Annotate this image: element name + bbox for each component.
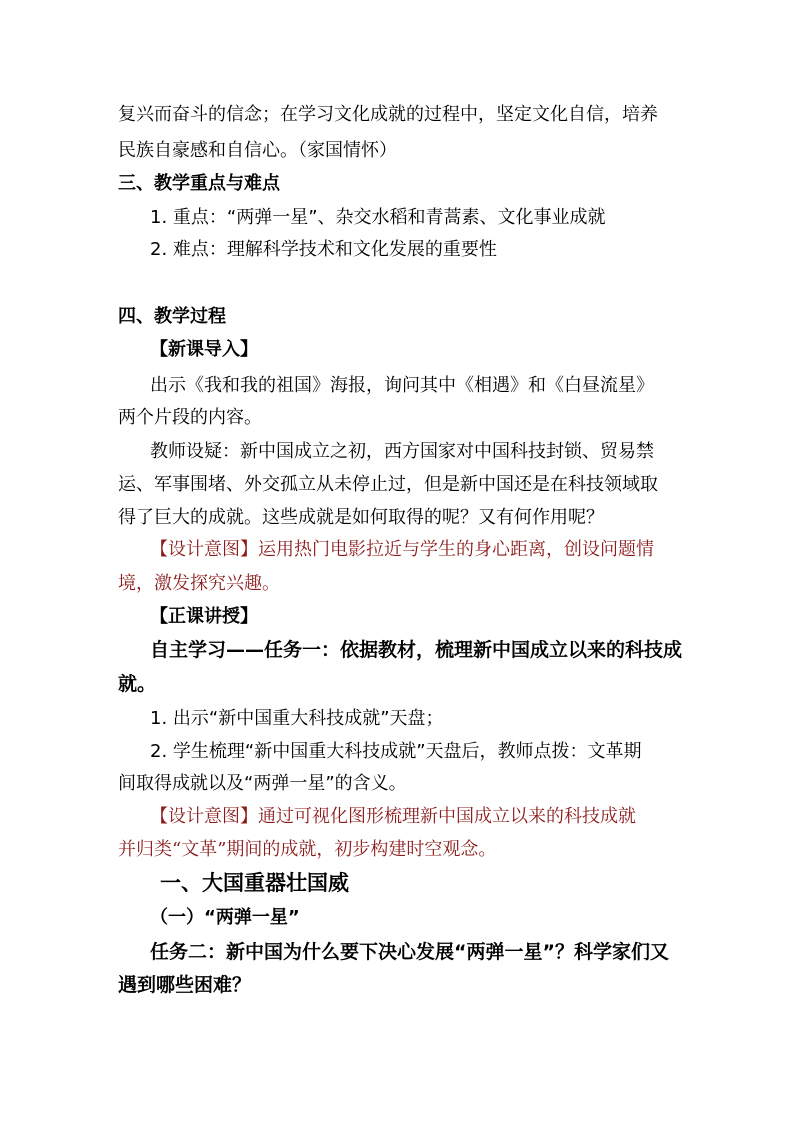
paragraph-line: 出示《我和我的祖国》海报，询问其中《相遇》和《白昼流星》 xyxy=(150,375,654,396)
task-heading: 自主学习——任务一：依据教材，梳理新中国成立以来的科技成 xyxy=(150,639,683,661)
subsection-label: 【新课导入】 xyxy=(150,339,258,360)
paragraph-line: 教师设疑：新中国成立之初，西方国家对中国科技封锁、贸易禁 xyxy=(150,441,654,462)
paragraph-line: 复兴而奋斗的信念；在学习文化成就的过程中，坚定文化自信，培养 xyxy=(118,104,658,125)
paragraph-line: 民族自豪感和自信心。（家国情怀） xyxy=(118,140,397,161)
paragraph-line: 运、军事围堵、外交孤立从未停止过，但是新中国还是在科技领域取 xyxy=(118,474,658,495)
paragraph-line: 间取得成就以及“两弹一星”的含义。 xyxy=(118,773,407,794)
list-item: 1. 重点：“两弹一星”、杂交水稻和青蒿素、文化事业成就 xyxy=(150,207,606,228)
list-item: 1. 出示“新中国重大科技成就”天盘； xyxy=(150,708,444,729)
design-intent-note: 境，激发探究兴趣。 xyxy=(118,573,280,594)
subsection-heading: （一）“两弹一星” xyxy=(150,907,300,928)
section-heading: 四、教学过程 xyxy=(118,306,226,327)
design-intent-note: 【设计意图】通过可视化图形梳理新中国成立以来的科技成就 xyxy=(150,806,636,827)
design-intent-note: 【设计意图】运用热门电影拉近与学生的身心距离，创设问题情 xyxy=(150,539,654,560)
subsection-label: 【正课讲授】 xyxy=(150,606,258,627)
design-intent-note: 并归类“文革”期间的成就，初步构建时空观念。 xyxy=(118,839,497,860)
chapter-heading: 一、大国重器壮国威 xyxy=(160,871,349,895)
paragraph-line: 得了巨大的成就。这些成就是如何取得的呢？又有何作用呢？ xyxy=(118,507,604,528)
task-heading: 就。 xyxy=(118,673,157,695)
list-item: 2. 学生梳理“新中国重大科技成就”天盘后，教师点拨：文革期 xyxy=(150,741,642,762)
section-heading: 三、教学重点与难点 xyxy=(118,173,280,194)
task-heading: 任务二：新中国为什么要下决心发展“两弹一星”？科学家们又 xyxy=(150,941,669,963)
task-heading: 遇到哪些困难？ xyxy=(118,974,252,996)
list-item: 2. 难点：理解科学技术和文化发展的重要性 xyxy=(150,239,497,260)
paragraph-line: 两个片段的内容。 xyxy=(118,407,262,428)
